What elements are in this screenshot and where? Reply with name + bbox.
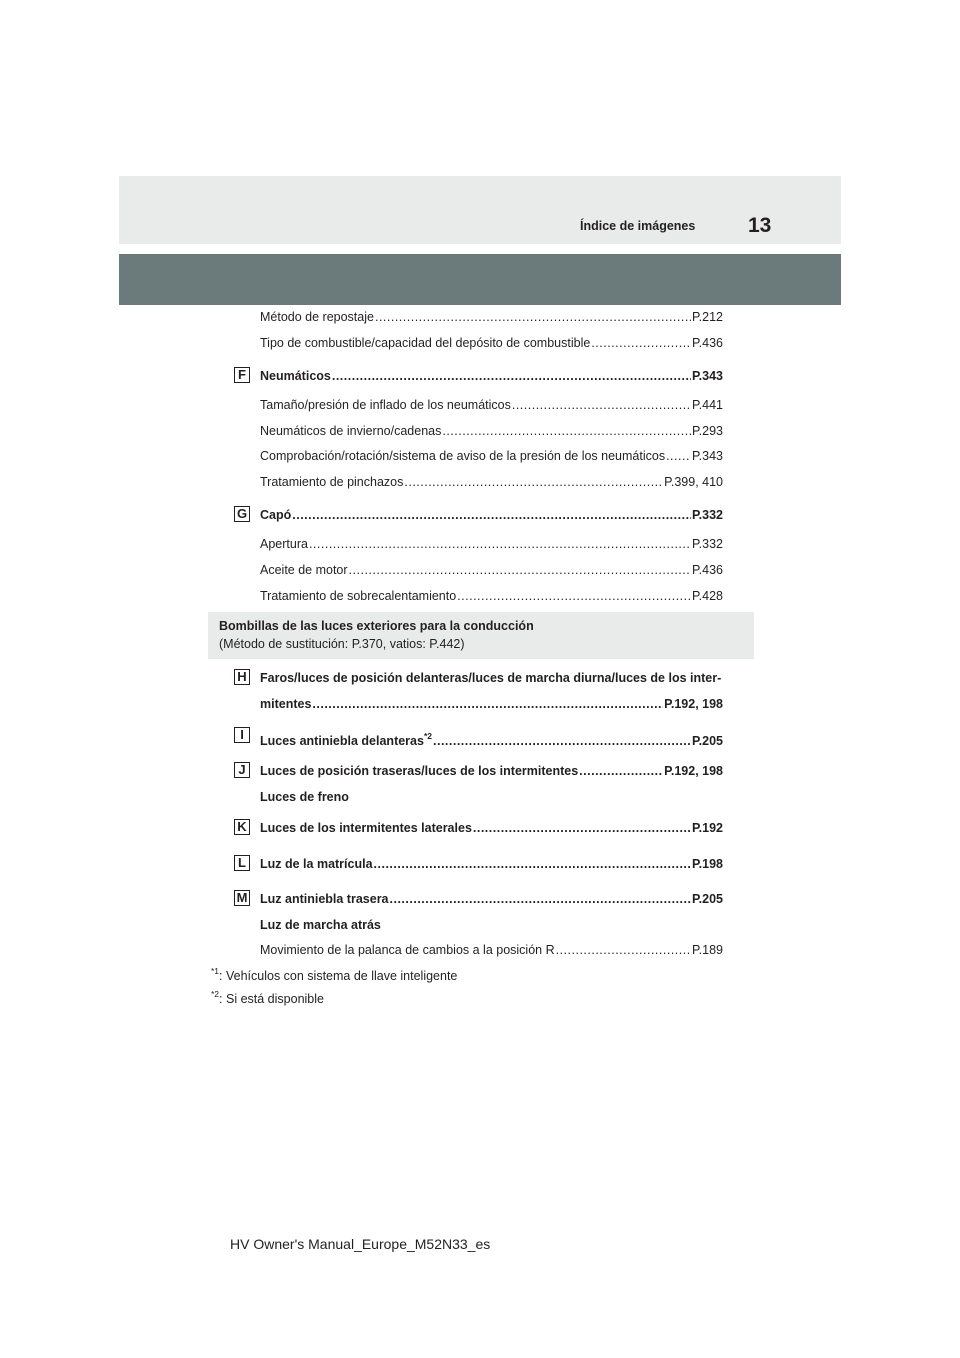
footnote-text: : Si está disponible — [219, 992, 324, 1006]
footnote-mark: *2 — [423, 731, 432, 741]
index-entry-hood[interactable] — [260, 506, 723, 524]
page-reference[interactable]: P.332 — [691, 537, 723, 551]
index-entry-tires[interactable] — [260, 367, 723, 385]
page-reference[interactable]: P.205 — [691, 734, 723, 748]
entry-label: Luz de la matrícula — [260, 857, 373, 871]
entry-label: Capó — [260, 508, 292, 522]
index-entry-front-fog[interactable] — [260, 727, 723, 748]
info-box-title: Bombillas de las luces exteriores para la conducción — [219, 619, 534, 633]
page-reference[interactable]: P.212 — [691, 310, 723, 324]
leader-dots — [375, 308, 691, 326]
index-entry[interactable] — [260, 561, 723, 579]
entry-label: Luz de marcha atrás — [260, 918, 381, 932]
leader-dots — [374, 855, 691, 873]
entry-label: mitentes — [260, 697, 312, 711]
index-entry[interactable] — [260, 334, 723, 352]
leader-dots — [591, 334, 691, 352]
leader-dots — [457, 587, 691, 605]
entry-label: Luz antiniebla trasera — [260, 892, 389, 906]
page-reference[interactable]: P.192 — [691, 821, 723, 835]
index-entry-plate-light[interactable] — [260, 855, 723, 873]
entry-label: Luces de posición traseras/luces de los intermitentes — [260, 764, 579, 778]
entry-label: Apertura — [260, 537, 308, 551]
index-entry-rear-fog[interactable] — [260, 890, 723, 908]
index-entry[interactable] — [260, 473, 723, 491]
entry-label: Método de repostaje — [260, 310, 374, 324]
entry-label: Faros/luces de posición delanteras/luces de marcha diurna/luces de los inter- — [260, 671, 722, 685]
page-reference[interactable]: P.189 — [691, 943, 723, 957]
page-reference[interactable]: P.192, 198 — [664, 697, 723, 711]
index-entry[interactable] — [260, 308, 723, 326]
entry-label: Movimiento de la palanca de cambios a la posición R — [260, 943, 555, 957]
page-reference[interactable]: P.293 — [691, 424, 723, 438]
page-reference[interactable]: P.436 — [691, 336, 723, 350]
callout-marker-m: M — [234, 890, 250, 906]
leader-dots — [579, 762, 663, 780]
info-box-subtitle: (Método de sustitución: P.370, vatios: P.442) — [219, 637, 465, 651]
footnote-mark: *1 — [211, 966, 220, 976]
index-entry[interactable] — [260, 587, 723, 605]
entry-label: Tratamiento de sobrecalentamiento — [260, 589, 457, 603]
footnote-2 — [211, 985, 324, 1008]
entry-label: Neumáticos — [260, 369, 331, 383]
footer-manual-id: HV Owner's Manual_Europe_M52N33_es — [230, 1236, 491, 1252]
leader-dots — [309, 535, 691, 553]
page-reference[interactable]: P.436 — [691, 563, 723, 577]
leader-dots — [433, 732, 691, 750]
callout-marker-g: G — [234, 506, 250, 522]
page-number: 13 — [748, 214, 772, 237]
index-entry[interactable] — [260, 396, 723, 414]
callout-marker-k: K — [234, 819, 250, 835]
index-entry-headlights[interactable] — [260, 695, 723, 713]
leader-dots — [473, 819, 691, 837]
page-reference[interactable]: P.343 — [691, 369, 723, 383]
leader-dots — [292, 506, 691, 524]
index-entry-reverse-light — [260, 916, 723, 934]
leader-dots — [349, 561, 691, 579]
index-entry-brake-lights — [260, 788, 723, 806]
page-reference[interactable]: P.205 — [691, 892, 723, 906]
callout-marker-h: H — [234, 669, 250, 685]
entry-label: Neumáticos de invierno/cadenas — [260, 424, 442, 438]
page-reference[interactable]: P.399, 410 — [664, 475, 723, 489]
index-entry-rear-position[interactable] — [260, 762, 723, 780]
callout-marker-i: I — [234, 727, 250, 743]
entry-label: Luces antiniebla delanteras — [260, 734, 424, 748]
entry-label: Tratamiento de pinchazos — [260, 475, 404, 489]
footnote-1 — [211, 962, 457, 985]
page-reference[interactable]: P.198 — [691, 857, 723, 871]
index-entry-side-turn[interactable] — [260, 819, 723, 837]
index-entry[interactable] — [260, 422, 723, 440]
entry-label: Luces de los intermitentes laterales — [260, 821, 472, 835]
page-reference[interactable]: P.343 — [691, 449, 723, 463]
callout-marker-f: F — [234, 367, 250, 383]
entry-label: Aceite de motor — [260, 563, 348, 577]
leader-dots — [666, 447, 691, 465]
entry-label: Comprobación/rotación/sistema de aviso de la presión de los neumáticos — [260, 449, 666, 463]
header-band — [119, 176, 841, 244]
page-reference[interactable]: P.441 — [691, 398, 723, 412]
leader-dots — [442, 422, 691, 440]
entry-label: Tipo de combustible/capacidad del depósito de combustible — [260, 336, 591, 350]
leader-dots — [556, 941, 691, 959]
index-entry-headlights-line1[interactable] — [260, 669, 723, 687]
leader-dots — [390, 890, 691, 908]
callout-marker-j: J — [234, 762, 250, 778]
leader-dots — [404, 473, 663, 491]
leader-dots — [312, 695, 663, 713]
header-dark-band — [119, 254, 841, 305]
info-box-exterior-bulbs — [208, 612, 754, 659]
index-entry-shift-r[interactable] — [260, 941, 723, 959]
page-reference[interactable]: P.428 — [691, 589, 723, 603]
index-entry[interactable] — [260, 447, 723, 465]
entry-label: Tamaño/presión de inflado de los neumáticos — [260, 398, 511, 412]
index-entry[interactable] — [260, 535, 723, 553]
footnote-mark: *2 — [211, 989, 220, 999]
section-title: Índice de imágenes — [580, 219, 696, 233]
callout-marker-l: L — [234, 855, 250, 871]
page-reference[interactable]: P.332 — [691, 508, 723, 522]
entry-label: Luces de freno — [260, 790, 349, 804]
leader-dots — [332, 367, 691, 385]
leader-dots — [512, 396, 691, 414]
page-reference[interactable]: P.192, 198 — [664, 764, 723, 778]
footnote-text: : Vehículos con sistema de llave inteligente — [219, 969, 458, 983]
